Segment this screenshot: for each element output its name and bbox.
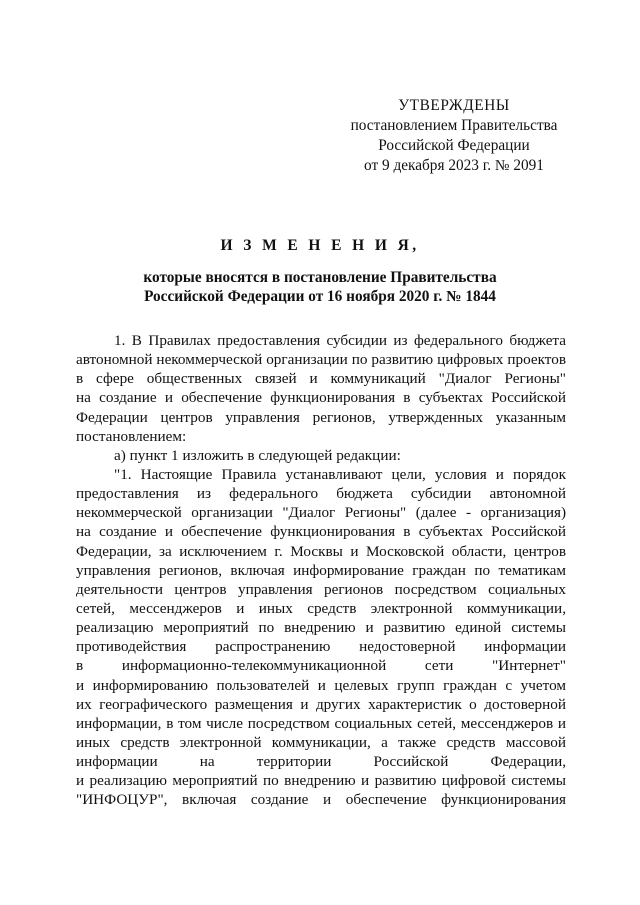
text-line: управления регионов, включая информирование граждан по тематикам [76, 561, 566, 579]
approval-line: от 9 декабря 2023 г. № 2091 [364, 157, 544, 174]
paragraph [76, 331, 566, 446]
text-line: 1. В Правилах предоставления субсидии из федерального бюджета [114, 332, 566, 349]
text-line: противодействия распространению недостоверной информации [76, 638, 566, 656]
text-line: и реализацию мероприятий по внедрению и развитию цифровой системы [76, 772, 566, 790]
text-line: их географического размещения и других характеристик о достоверной [76, 695, 566, 713]
text-line: информации, в том числе посредством социальных сетей, мессенджеров и [76, 714, 566, 732]
text-line: на создание и обеспечение функционирования в субъектах Российской [76, 389, 566, 407]
text-line: автономной некоммерческой организации по развитию цифровых проектов [76, 351, 566, 369]
approval-line: постановлением Правительства [350, 117, 558, 134]
text-line: на создание и обеспечение функционирования в субъектах Российской [76, 523, 566, 541]
text-line: в сфере общественных связей и коммуникаций "Диалог Регионы" [76, 370, 566, 388]
document-body [76, 331, 566, 810]
text-line: и информированию пользователей и целевых групп граждан с учетом [76, 676, 566, 694]
document-title: И З М Е Н Е Н И Я, [220, 237, 420, 254]
text-line: а) пункт 1 изложить в следующей редакции: [114, 446, 401, 464]
text-line: предоставления из федерального бюджета субсидии автономной [76, 485, 566, 503]
subtitle-line: которые вносятся в постановление Правительства [143, 269, 497, 286]
approval-stamp [338, 96, 570, 176]
approval-title: УТВЕРЖДЕНЫ [398, 97, 510, 114]
text-line: деятельности центров управления регионов посредством социальных [76, 580, 566, 598]
text-line: сетей, мессенджеров и иных средств электронной коммуникации, [76, 599, 566, 617]
text-line: некоммерческой организации "Диалог Регионы" (далее - организация) [76, 504, 566, 522]
text-line: "1. Настоящие Правила устанавливают цели, условия и порядок [114, 465, 566, 483]
subtitle-line: Российской Федерации от 16 ноября 2020 г. № 1844 [144, 288, 496, 305]
text-line: постановлением: [76, 427, 187, 445]
approval-line: Российской Федерации [378, 137, 530, 154]
document-subtitle [60, 268, 580, 306]
document-heading [60, 236, 580, 306]
text-line: информации на территории Российской Федерации, [76, 753, 566, 771]
paragraph [76, 446, 566, 465]
text-line: Федерации, за исключением г. Москвы и Московской области, центров [76, 542, 566, 560]
text-line: в информационно-телекоммуникационной сети "Интернет" [76, 657, 566, 675]
text-line: реализацию мероприятий по внедрению и развитию единой системы [76, 619, 566, 637]
text-line: Федерации центров управления регионов, утвержденных указанным [76, 408, 566, 426]
paragraph [76, 465, 566, 810]
text-line: иных средств электронной коммуникации, а также средств массовой [76, 733, 566, 751]
text-line: "ИНФОЦУР", включая создание и обеспечение функционирования [76, 791, 566, 809]
